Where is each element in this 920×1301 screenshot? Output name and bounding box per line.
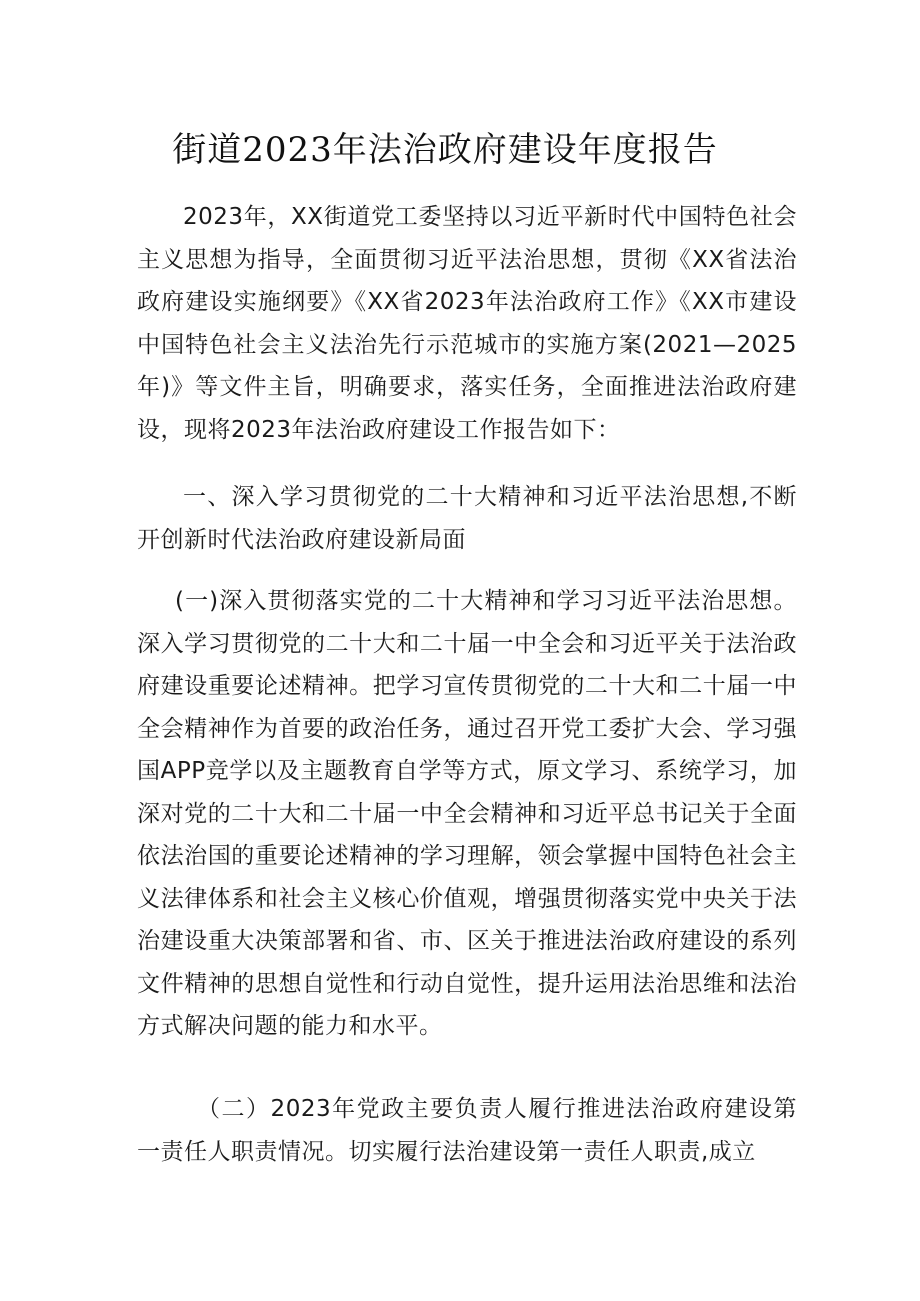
section-1-heading: 一、深入学习贯彻党的二十大精神和习近平法治思想,不断开创新时代法治政府建设新局面 (137, 484, 797, 553)
document-title: 街道2023年法治政府建设年度报告 (172, 130, 718, 170)
subsection-2-paragraph: （二）2023年党政主要负责人履行推进法治政府建设第一责任人职责情况。切实履行法治建设第一责任人职责,成立 (137, 1096, 797, 1165)
subsection-1-paragraph: (一)深入贯彻落实党的二十大精神和学习习近平法治思想。深入学习贯彻党的二十大和二十届一中全会和习近平关于法治政府建设重要论述精神。把学习宣传贯彻党的二十大和二十届一中全会精神作为首要的政治任务，通过召开党工委扩大会、学习强国APP竞学以及主题教育自学等方式，原文学习、系统学习，加深对党的二十大和二十届一中全会精神和习近平总书记关于全面依法治国的重要论述精神的学习理解，领会掌握中国特色社会主义法律体系和社会主义核心价值观，增强贯彻落实党中央关于法治建设重大决策部署和省、市、区关于推进法治政府建设的系列文件精神的思想自觉性和行动自觉性，提升运用法治思维和法治方式解决问题的能力和水平。 (137, 588, 797, 1039)
intro-paragraph: 2023年，XX街道党工委坚持以习近平新时代中国特色社会主义思想为指导，全面贯彻习近平法治思想，贯彻《XX省法治政府建设实施纲要》《XX省2023年法治政府工作》《XX市建设中国特色社会主义法治先行示范城市的实施方案(2021—2025年)》等文件主旨，明确要求，落实任务，全面推进法治政府建设，现将2023年法治政府建设工作报告如下： (137, 204, 797, 443)
